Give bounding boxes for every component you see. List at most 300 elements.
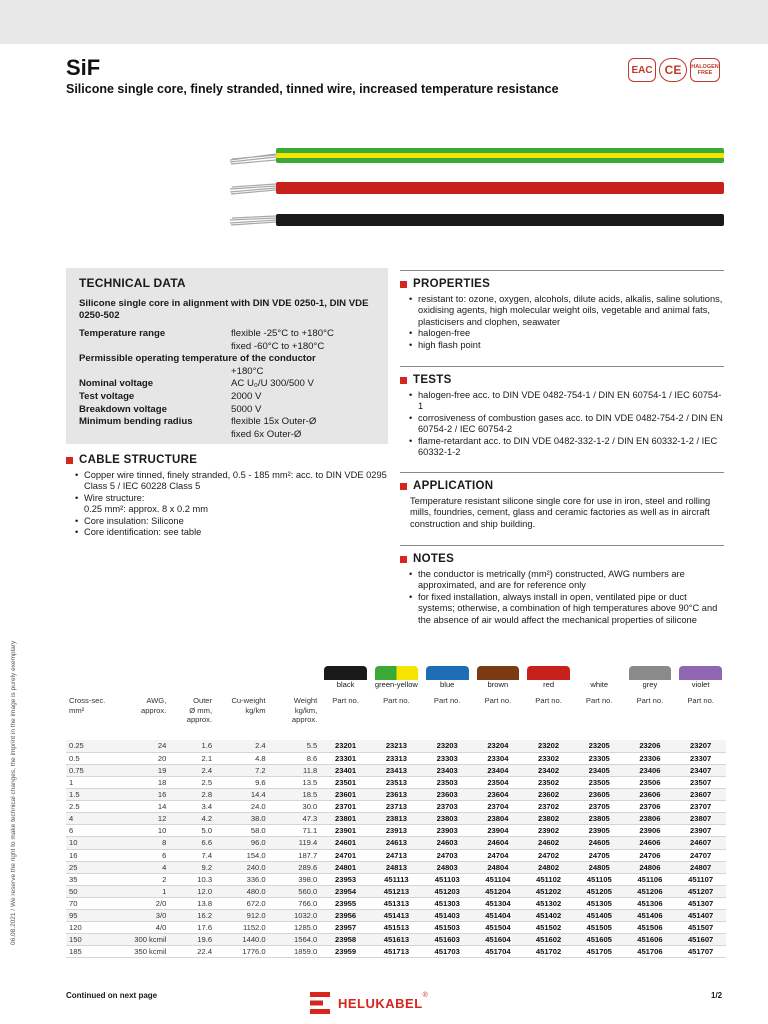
spec-nominal-voltage [79,378,375,391]
cell-cu-weight: 96.0 [250,838,266,848]
cell-weight: 119.4 [298,838,318,848]
cell-part-number: 451702 [535,947,562,957]
cell-outer: 6.6 [201,838,213,848]
table-row [66,740,726,752]
cell-part-number: 23713 [385,802,407,812]
cell-part-number: 23303 [436,753,458,763]
table-row [66,910,726,922]
color-swatch-row [66,666,726,680]
cell-part-number: 23501 [335,778,357,788]
brand-name: HELUKABEL [338,995,423,1011]
cell-outer: 5.0 [201,826,213,836]
strand-ends [230,154,276,225]
cell-part-number: 23903 [436,826,458,836]
colour-name: brown [487,680,509,689]
notes-heading: NOTES [413,553,455,565]
cell-part-number: 451404 [485,911,511,921]
cable-structure-list [66,470,388,539]
cell-outer: 12.0 [197,886,213,896]
cell-cross-section: 2.5 [69,802,80,812]
cell-outer: 4.2 [201,814,213,824]
colour-name: violet [691,680,710,689]
cable-structure-section [66,455,388,539]
brand-logo [310,992,428,1014]
application-text: Temperature resistant silicone single core for use in iron, steel and rolling mills, foundries, cement, glass and ceramic factories as well as in aircraft construction and ship building. [410,495,711,529]
page-title: SiF [66,55,101,80]
col-part-no: Part no. [636,696,664,706]
cell-part-number: 23604 [487,790,509,800]
cell-part-number: 23402 [537,765,560,775]
cell-part-number: 23601 [335,790,357,800]
cell-awg: 350 kcmil [134,947,167,957]
cell-cu-weight: 240.0 [246,862,266,872]
cell-cross-section: 185 [69,947,82,957]
column-header-row [66,692,726,728]
col-weight: Weight kg/km, approx. [291,696,318,725]
cell-weight: 289.6 [298,862,318,872]
cell-part-number: 23613 [385,790,407,800]
cell-part-number: 23804 [487,814,509,824]
colour-name: grey [642,680,658,689]
table-body [66,740,726,958]
spec-label: Test voltage [79,390,135,402]
list-item: • halogen-free acc. to DIN VDE 0482-754-1 / DIN EN 60754-1 / IEC 60754-1 [418,390,724,413]
spec-test-voltage [79,391,375,404]
swatch-green-yellow [375,666,418,680]
list-item: • resistant to: ozone, oxygen, alcohols, dilute acids, alkalis, saline solutions, oxidising agents, high molecular weight oils, vegetable and animal fats, plasticisers and clophen, seawater [418,294,724,329]
spec-value: 5000 V [231,403,262,415]
cell-cross-section: 35 [69,874,78,884]
cell-part-number: 24605 [588,838,610,848]
eac-mark-icon: EAC [628,58,656,82]
spec-breakdown-voltage [79,404,375,417]
table-row [66,849,726,861]
cell-weight: 5.5 [306,741,318,751]
table-row [66,752,726,764]
cell-awg: 16 [157,790,167,800]
cell-weight: 766.0 [298,898,318,908]
page-subtitle: Silicone single core, finely stranded, tinned wire, increased temperature resistance [66,82,559,96]
spec-value: 2000 V [231,390,262,402]
cell-outer: 10.3 [197,874,213,884]
cell-part-number: 23204 [487,741,509,751]
cell-cu-weight: 2.4 [255,741,266,751]
cell-part-number: 23701 [335,802,357,812]
cell-part-number: 451603 [434,935,460,945]
cell-part-number: 451513 [383,923,410,933]
cell-weight: 71.1 [302,826,318,836]
cell-cross-section: 70 [69,898,78,908]
properties-section [400,270,724,351]
cell-part-number: 451502 [535,923,562,933]
top-band [0,0,768,44]
cell-part-number: 451402 [535,911,562,921]
cell-part-number: 24702 [537,850,560,860]
cell-part-number: 24602 [537,838,560,848]
cell-part-number: 23413 [385,765,407,775]
swatch-brown [477,666,520,680]
cell-part-number: 23704 [487,802,509,812]
cell-part-number: 23802 [537,814,560,824]
cell-cu-weight: 1776.0 [242,947,266,957]
cell-part-number: 451103 [434,874,460,884]
cell-part-number: 451313 [383,898,410,908]
cell-awg: 19 [157,765,167,775]
spec-value: fixed 6x Outer-Ø [231,428,302,440]
col-part-no: Part no. [433,696,461,706]
cell-cu-weight: 4.8 [255,753,266,763]
tests-header [400,375,724,387]
list-item: • flame-retardant acc. to DIN VDE 0482-332-1-2 / DIN EN 60332-1-2 / IEC 60332-1-2 [418,436,724,459]
cell-cu-weight: 480.0 [246,886,266,896]
cell-part-number: 23305 [588,753,610,763]
cell-cross-section: 10 [69,838,78,848]
cell-awg: 10 [157,826,167,836]
cell-part-number: 23901 [335,826,357,836]
continued-note: Continued on next page [66,991,158,1000]
cell-part-number: 24706 [639,850,661,860]
table-row [66,861,726,873]
col-part-no: Part no. [585,696,613,706]
cell-part-number: 23404 [487,765,509,775]
helukabel-logo-icon [310,992,330,1014]
cell-part-number: 451604 [485,935,511,945]
cell-part-number: 23953 [335,874,357,884]
cell-part-number: 451704 [485,947,511,957]
cell-cross-section: 0.5 [69,753,80,763]
cell-weight: 47.3 [302,814,318,824]
cell-outer: 17.6 [197,923,213,933]
col-cross-section: Cross-sec. mm² [69,696,106,715]
cell-part-number: 23406 [639,765,661,775]
cell-part-number: 23805 [588,814,610,824]
list-item: • Copper wire tinned, finely stranded, 0.5 - 185 mm²: acc. to DIN VDE 0295 Class 5 / IEC 60228 Class 5 [84,470,388,493]
cell-part-number: 451707 [687,947,714,957]
table-row [66,946,726,958]
list-item: • for fixed installation, always install in open, ventilated pipe or duct systems; otherwise, a combination of high temperatures above 90°C and the absence of air would affect the mechanical properties of silicone [418,592,724,627]
cell-part-number: 24707 [690,850,712,860]
cell-part-number: 23513 [385,778,407,788]
cell-part-number: 24713 [385,850,407,860]
cell-part-number: 23213 [385,741,407,751]
swatch-violet [679,666,722,680]
cell-part-number: 23806 [639,814,661,824]
cell-part-number: 451503 [434,923,460,933]
table-row [66,873,726,885]
list-item: • halogen-free [418,328,724,340]
cell-awg: 14 [157,802,167,812]
cell-part-number: 23801 [335,814,357,824]
list-item: • the conductor is metrically (mm²) constructed, AWG numbers are approximated, and are for reference only [418,569,724,592]
cell-part-number: 23201 [335,741,357,751]
table-row [66,922,726,934]
cell-part-number: 23306 [639,753,661,763]
cell-part-number: 23813 [385,814,407,824]
cell-part-number: 23603 [436,790,458,800]
cell-part-number: 23956 [335,911,357,921]
cell-part-number: 23706 [639,802,661,812]
cell-cross-section: 120 [69,923,82,933]
table-row [66,764,726,776]
cell-cross-section: 4 [69,814,74,824]
spec-label: Nominal voltage [79,378,154,390]
cell-part-number: 23959 [335,947,357,957]
col-cu-weight: Cu-weight kg/km [231,696,266,715]
cell-part-number: 23304 [487,753,509,763]
technical-data-heading: TECHNICAL DATA [79,276,186,290]
notes-header [400,554,724,566]
halogen-free-line1: HALOGEN [691,64,719,70]
cell-part-number: 23902 [537,826,560,836]
cell-part-number: 23807 [690,814,712,824]
cell-part-number: 23502 [537,778,560,788]
spec-temperature [79,328,375,341]
notes-section [400,545,724,626]
cell-awg: 20 [157,753,167,763]
cell-weight: 187.7 [298,850,318,860]
cell-cross-section: 1.5 [69,790,80,800]
spec-value: flexible 15x Outer-Ø [231,416,317,428]
cell-part-number: 24603 [436,838,458,848]
spec-label: Permissible operating temperature of the conductor [79,353,316,365]
cell-part-number: 23702 [537,802,560,812]
cell-part-number: 23203 [436,741,458,751]
col-part-no: Part no. [484,696,512,706]
cell-part-number: 24703 [436,850,458,860]
cell-part-number: 23954 [335,886,357,896]
cell-part-number: 24813 [385,862,407,872]
cell-awg: 12 [157,814,167,824]
cell-cross-section: 95 [69,911,78,921]
bullet-square-icon [400,556,407,563]
cell-part-number: 24803 [436,862,458,872]
cell-part-number: 451202 [535,886,562,896]
cell-part-number: 24701 [335,850,357,860]
cell-part-number: 24804 [487,862,509,872]
halogen-free-icon [690,58,720,82]
cell-weight: 560.0 [298,886,318,896]
cell-awg: 4/0 [155,923,167,933]
table-row [66,897,726,909]
cell-part-number: 451607 [687,935,714,945]
cell-weight: 30.0 [302,802,318,812]
cell-awg: 300 kcmil [134,935,167,945]
list-item: • high flash point [418,340,724,352]
cell-part-number: 451703 [434,947,460,957]
list-item: • corrosiveness of combustion gases acc. to DIN VDE 0482-754-2 / DIN EN 60754-2 / IEC 60754-2 [418,413,724,436]
bullet-square-icon [66,457,73,464]
cable-black [276,214,724,226]
cell-part-number: 24601 [335,838,357,848]
cell-part-number: 23503 [436,778,458,788]
colour-name: black [336,680,355,689]
spec-label: Temperature range [79,328,166,339]
cell-part-number: 23207 [690,741,712,751]
tests-list [400,390,724,459]
cell-part-number: 451507 [687,923,714,933]
cell-cu-weight: 912.0 [246,911,266,921]
cell-part-number: 23906 [639,826,661,836]
cell-cu-weight: 336.0 [246,874,266,884]
cell-awg: 8 [162,838,167,848]
cell-weight: 1032.0 [294,911,318,921]
cell-part-number: 23302 [537,753,560,763]
side-disclaimer: 06.08.2021 / We reserve the right to make technical changes, the imprint in the image is purely exemplary [10,640,17,945]
cell-part-number: 23707 [690,802,712,812]
cell-part-number: 23401 [335,765,357,775]
cell-awg: 2 [162,874,167,884]
cell-outer: 9.2 [201,862,213,872]
cell-cu-weight: 58.0 [250,826,266,836]
col-part-no: Part no. [383,696,410,706]
cell-part-number: 451305 [586,898,612,908]
cell-cross-section: 16 [69,850,78,860]
cell-cross-section: 0.75 [69,765,84,775]
cell-awg: 24 [157,741,167,751]
application-heading: APPLICATION [413,480,494,492]
cell-part-number: 23905 [588,826,610,836]
cell-awg: 4 [162,862,167,872]
cell-weight: 1285.0 [294,923,318,933]
cell-part-number: 451705 [586,947,612,957]
cell-part-number: 451405 [586,911,612,921]
cell-cu-weight: 14.4 [250,790,266,800]
cell-part-number: 24604 [487,838,509,848]
cell-part-number: 451104 [485,874,511,884]
colour-name: red [543,680,555,689]
cell-part-number: 23955 [335,898,357,908]
cell-weight: 18.5 [302,790,318,800]
list-item: • Wire structure: 0.25 mm²: approx. 8 x 0.2 mm [84,493,388,516]
swatch-blue [426,666,469,680]
cell-cross-section: 1 [69,778,74,788]
cell-outer: 13.8 [197,898,213,908]
cell-part-number: 451105 [586,874,612,884]
cell-part-number: 451706 [637,947,663,957]
cell-part-number: 23504 [487,778,509,788]
cell-part-number: 23202 [537,741,560,751]
cell-part-number: 451306 [637,898,663,908]
table-row [66,837,726,849]
cell-awg: 6 [162,850,167,860]
table-row [66,934,726,946]
cell-part-number: 24807 [690,862,712,872]
cell-part-number: 451413 [383,911,410,921]
page-number: 1/2 [711,991,723,1000]
cell-part-number: 24704 [487,850,509,860]
cell-part-number: 451205 [586,886,612,896]
cell-cu-weight: 154.0 [246,850,266,860]
list-item: • Core identification: see table [84,527,388,539]
spec-value: flexible -25°C to +180°C [231,328,334,339]
swatch-black [324,666,367,680]
cell-part-number: 23606 [639,790,661,800]
cell-part-number: 24806 [639,862,661,872]
cell-outer: 2.1 [201,753,213,763]
cell-outer: 2.4 [201,765,213,775]
cell-part-number: 451602 [535,935,562,945]
cell-part-number: 451713 [383,947,410,957]
cell-part-number: 23957 [335,923,357,933]
cell-weight: 11.8 [303,765,318,775]
cell-awg: 1 [162,886,167,896]
cable-structure-heading: CABLE STRUCTURE [79,454,198,466]
spec-value: fixed -60°C to +180°C [231,340,325,352]
cell-part-number: 23407 [690,765,712,775]
swatch-grey [629,666,672,680]
cell-part-number: 451204 [485,886,511,896]
cell-weight: 8.6 [306,753,318,763]
spec-label: Minimum bending radius [79,416,193,428]
cell-part-number: 23307 [690,753,712,763]
cell-cu-weight: 1152.0 [242,923,266,933]
table-row [66,776,726,788]
table-row [66,885,726,897]
bullet-square-icon [400,483,407,490]
properties-list [400,294,724,352]
cell-part-number: 451106 [637,874,663,884]
colour-name: white [590,680,609,689]
spec-bending-radius [79,416,375,429]
colour-name-row [66,680,726,692]
cell-part-number: 23507 [690,778,712,788]
cell-part-number: 451307 [687,898,714,908]
table-row [66,825,726,837]
col-part-no: Part no. [687,696,714,706]
cell-part-number: 451606 [637,935,663,945]
cell-cross-section: 0.25 [69,741,84,751]
cell-part-number: 23313 [385,753,407,763]
cell-part-number: 23403 [436,765,458,775]
cell-part-number: 451605 [586,935,612,945]
ce-mark-icon: CE [659,58,687,82]
cell-part-number: 451303 [434,898,460,908]
cell-outer: 7.4 [201,850,213,860]
cell-cu-weight: 1440.0 [242,935,266,945]
properties-header [400,279,724,291]
cell-part-number: 451213 [383,886,410,896]
cell-part-number: 451506 [637,923,663,933]
colour-name: blue [440,680,455,689]
cell-part-number: 451505 [586,923,612,933]
cell-weight: 13.5 [302,778,318,788]
cell-outer: 3.4 [201,802,213,812]
cell-cross-section: 150 [69,935,82,945]
cell-part-number: 451613 [383,935,410,945]
cell-part-number: 451504 [485,923,511,933]
swatch-red [527,666,570,680]
cell-part-number: 23206 [639,741,661,751]
cell-outer: 2.8 [201,790,213,800]
cell-weight: 398.0 [298,874,318,884]
cell-weight: 1564.0 [294,935,318,945]
cell-part-number: 451304 [485,898,511,908]
cell-part-number: 451406 [637,911,663,921]
cell-outer: 2.5 [201,778,213,788]
swatch-white [578,666,621,680]
cell-part-number: 23913 [385,826,407,836]
cell-outer: 22.4 [197,947,213,957]
cell-part-number: 24606 [639,838,661,848]
cell-cu-weight: 38.0 [250,814,266,824]
cell-part-number: 23602 [537,790,560,800]
cell-part-number: 23907 [690,826,712,836]
spec-value: AC U₀/U 300/500 V [231,378,314,390]
cell-outer: 19.6 [197,935,213,945]
col-part-no: Part no. [535,696,562,706]
cell-part-number: 451113 [384,874,409,884]
cell-cross-section: 50 [69,886,78,896]
